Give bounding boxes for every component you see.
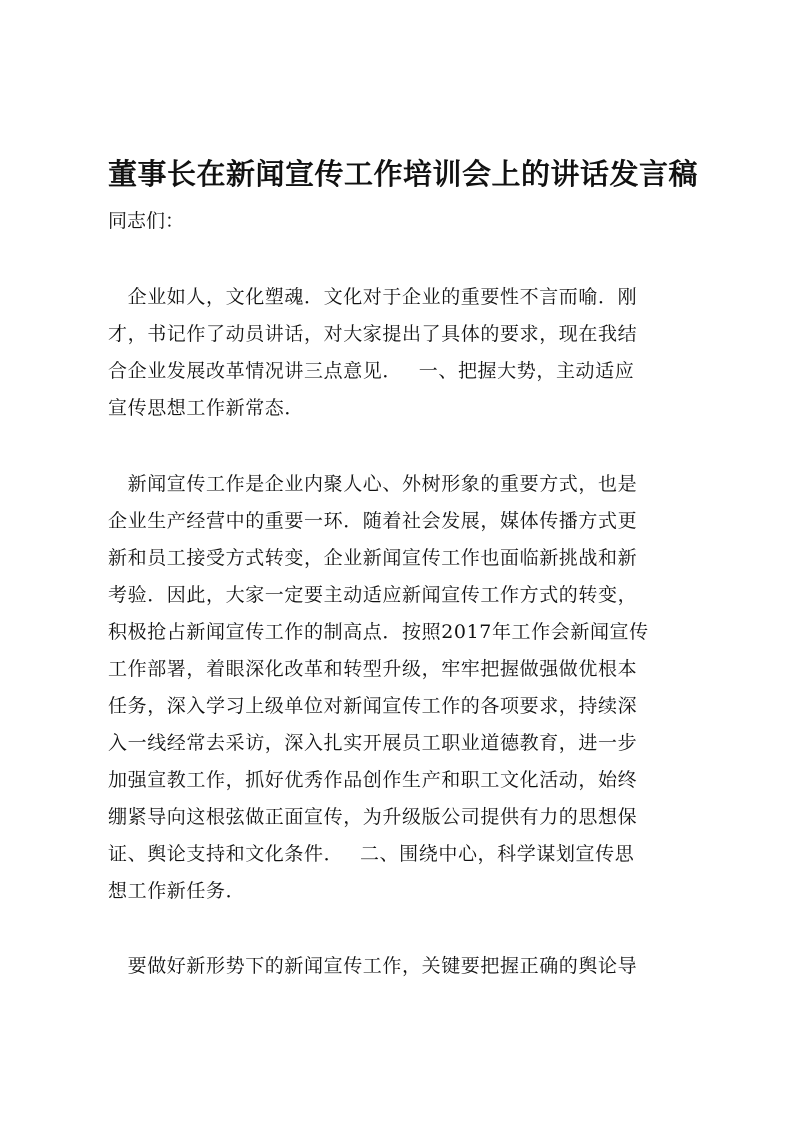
paragraph-line: 考验．因此，大家一定要主动适应新闻宣传工作方式的转变， — [108, 584, 638, 606]
paragraph-2 — [108, 466, 698, 910]
paragraph-line: 宣传思想工作新常态． — [108, 397, 305, 419]
paragraph-1 — [108, 279, 698, 427]
paragraph-line: 任务，深入学习上级单位对新闻宣传工作的各项要求，持续深 — [108, 695, 638, 717]
paragraph-line: 入一线经常去采访，深入扎实开展员工职业道德教育，进一步 — [108, 732, 638, 754]
paragraph-line: 加强宣教工作，抓好优秀作品创作生产和职工文化活动，始终 — [108, 769, 638, 791]
paragraph-line: 想工作新任务． — [108, 880, 246, 902]
paragraph-line: 工作部署，着眼深化改革和转型升级，牢牢把握做强做优根本 — [108, 658, 638, 680]
paragraph-line: 积极抢占新闻宣传工作的制高点．按照2017年工作会新闻宣传 — [108, 621, 649, 643]
salutation: 同志们： — [108, 210, 185, 232]
paragraph-line: 企业生产经营中的重要一环．随着社会发展，媒体传播方式更 — [108, 510, 638, 532]
paragraph-3 — [108, 948, 698, 985]
paragraph-line: 绷紧导向这根弦做正面宣传，为升级版公司提供有力的思想保 — [108, 806, 638, 828]
paragraph-line: 证、舆论支持和文化条件． 二、围绕中心，科学谋划宣传思 — [108, 843, 635, 865]
paragraph-line: 才，书记作了动员讲话，对大家提出了具体的要求，现在我结 — [108, 323, 638, 345]
paragraph-line: 企业如人，文化塑魂．文化对于企业的重要性不言而喻．刚 — [108, 286, 638, 308]
paragraph-line: 新闻宣传工作是企业内聚人心、外树形象的重要方式，也是 — [108, 473, 638, 495]
document-title: 董事长在新闻宣传工作培训会上的讲话发言稿 — [108, 157, 699, 191]
paragraph-line: 新和员工接受方式转变，企业新闻宣传工作也面临新挑战和新 — [108, 547, 638, 569]
paragraph-line: 要做好新形势下的新闻宣传工作，关键要把握正确的舆论导 — [108, 955, 638, 977]
paragraph-line: 合企业发展改革情况讲三点意见． 一、把握大势，主动适应 — [108, 360, 635, 382]
